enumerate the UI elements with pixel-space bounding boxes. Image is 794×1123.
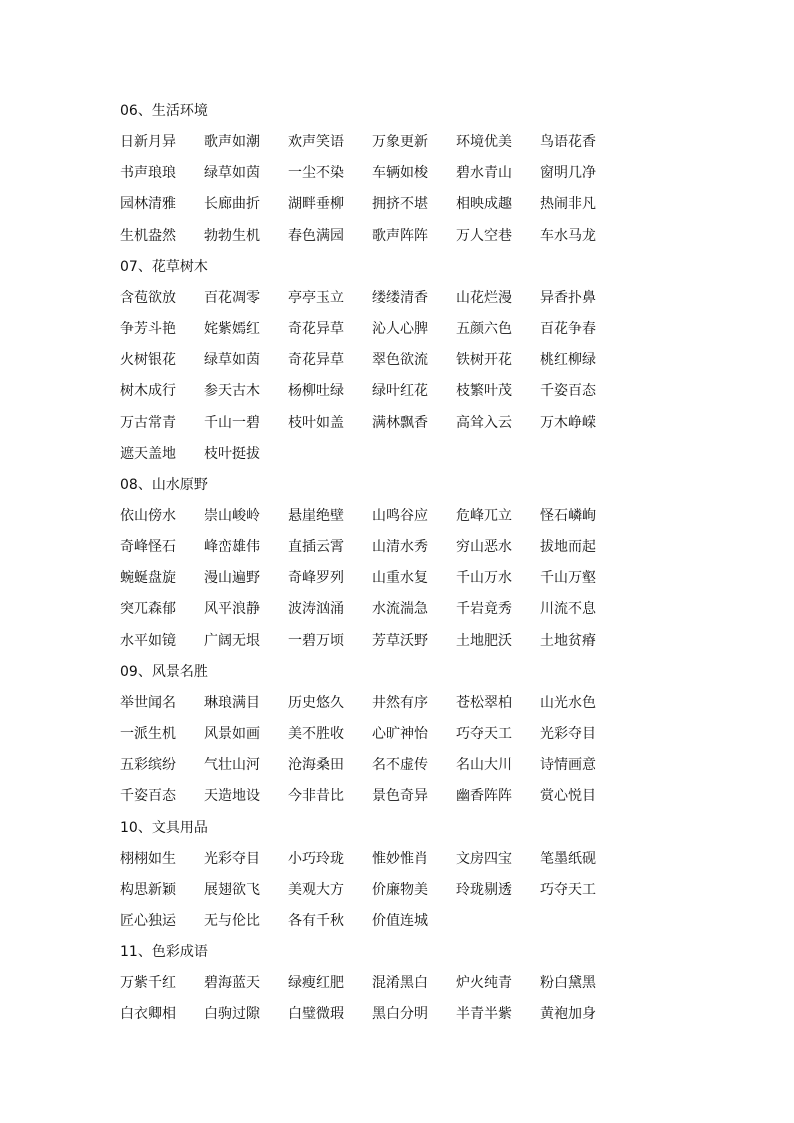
idiom-item: 井然有序 <box>372 694 428 711</box>
idiom-item: 百花凋零 <box>204 289 260 306</box>
idiom-item: 千山万水 <box>456 570 512 587</box>
idiom-item: 光彩夺目 <box>204 850 260 867</box>
idiom-row <box>120 968 680 999</box>
idiom-item: 土地贫瘠 <box>540 632 596 649</box>
idiom-item: 春色满园 <box>288 227 344 244</box>
idiom-item: 奇峰罗列 <box>288 570 344 587</box>
idiom-item: 波涛汹涌 <box>288 601 344 618</box>
idiom-item: 拥挤不堪 <box>372 196 428 213</box>
idiom-item: 巧夺天工 <box>456 726 512 742</box>
idiom-item: 峰峦雄伟 <box>204 539 260 556</box>
idiom-item: 展翅欲飞 <box>204 881 260 898</box>
idiom-item: 奇峰怪石 <box>120 539 176 556</box>
section-heading: 08、山水原野 <box>120 476 208 493</box>
idiom-row <box>120 594 680 625</box>
idiom-row <box>120 906 680 937</box>
idiom-item: 诗情画意 <box>540 757 596 774</box>
idiom-item: 粉白黛黑 <box>540 975 596 992</box>
idiom-row <box>120 376 680 407</box>
idiom-item: 广阔无垠 <box>204 632 260 649</box>
idiom-item: 一派生机 <box>120 726 176 742</box>
idiom-item: 奇花异草 <box>288 320 344 337</box>
idiom-item: 欢声笑语 <box>288 134 344 150</box>
idiom-row <box>120 532 680 563</box>
idiom-item: 栩栩如生 <box>120 850 176 867</box>
idiom-item: 枝叶挺拔 <box>204 445 260 462</box>
idiom-item: 小巧玲珑 <box>288 850 344 867</box>
idiom-item: 漫山遍野 <box>204 570 260 587</box>
idiom-item: 车辆如梭 <box>372 165 428 182</box>
idiom-item: 半青半紫 <box>456 1006 512 1023</box>
idiom-item: 五彩缤纷 <box>120 757 176 774</box>
idiom-row <box>120 626 680 657</box>
idiom-item: 危峰兀立 <box>456 507 512 524</box>
idiom-row <box>120 719 680 750</box>
idiom-item: 蜿蜒盘旋 <box>120 570 176 587</box>
idiom-item: 绿草如茵 <box>204 352 260 369</box>
idiom-item: 风平浪静 <box>204 601 260 618</box>
idiom-item: 碧海蓝天 <box>204 975 260 992</box>
idiom-item: 黑白分明 <box>372 1006 428 1023</box>
idiom-item: 长廊曲折 <box>204 196 260 213</box>
idiom-item: 依山傍水 <box>120 507 176 524</box>
idiom-item: 百花争春 <box>540 320 596 337</box>
idiom-item: 琳琅满目 <box>204 694 260 711</box>
idiom-item: 遮天盖地 <box>120 445 176 462</box>
idiom-row <box>120 844 680 875</box>
idiom-item: 山光水色 <box>540 694 596 711</box>
idiom-item: 争芳斗艳 <box>120 320 176 337</box>
idiom-row <box>120 688 680 719</box>
idiom-item: 绿草如茵 <box>204 165 260 182</box>
idiom-item: 山鸣谷应 <box>372 507 428 524</box>
idiom-item: 枝繁叶茂 <box>456 383 512 400</box>
idiom-item: 异香扑鼻 <box>540 289 596 306</box>
idiom-item: 千山万壑 <box>540 570 596 587</box>
idiom-row <box>120 781 680 812</box>
idiom-row <box>120 189 680 220</box>
idiom-item: 树木成行 <box>120 383 176 400</box>
idiom-row <box>120 127 680 158</box>
idiom-item: 书声琅琅 <box>120 165 176 182</box>
idiom-item: 惟妙惟肖 <box>372 850 428 867</box>
idiom-item: 参天古木 <box>204 383 260 400</box>
idiom-row <box>120 221 680 252</box>
idiom-item: 车水马龙 <box>540 227 596 244</box>
idiom-item: 桃红柳绿 <box>540 352 596 369</box>
idiom-item: 历史悠久 <box>288 694 344 711</box>
idiom-item: 名山大川 <box>456 757 512 774</box>
idiom-item: 炉火纯青 <box>456 975 512 992</box>
idiom-item: 构思新颖 <box>120 881 176 898</box>
idiom-item: 混淆黑白 <box>372 975 428 992</box>
idiom-row <box>120 314 680 345</box>
idiom-item: 万象更新 <box>372 134 428 150</box>
idiom-item: 火树银花 <box>120 352 176 369</box>
idiom-item: 环境优美 <box>456 134 512 150</box>
idiom-item: 突兀森郁 <box>120 601 176 618</box>
idiom-item: 枝叶如盖 <box>288 414 344 431</box>
idiom-item: 千山一碧 <box>204 414 260 431</box>
document-page <box>120 96 680 1031</box>
idiom-item: 绿叶红花 <box>372 383 428 400</box>
idiom-item: 万古常青 <box>120 414 176 431</box>
idiom-item: 风景如画 <box>204 726 260 742</box>
idiom-item: 举世闻名 <box>120 694 176 711</box>
idiom-item: 天造地设 <box>204 788 260 805</box>
idiom-item: 水流湍急 <box>372 601 428 618</box>
idiom-item: 绿瘦红肥 <box>288 975 344 992</box>
idiom-row <box>120 999 680 1030</box>
idiom-item: 幽香阵阵 <box>456 788 512 805</box>
section-heading: 06、生活环境 <box>120 103 208 119</box>
idiom-item: 鸟语花香 <box>540 134 596 150</box>
section-heading: 10、文具用品 <box>120 819 208 836</box>
idiom-item: 笔墨纸砚 <box>540 850 596 867</box>
idiom-row <box>120 439 680 470</box>
idiom-item: 万紫千红 <box>120 975 176 992</box>
idiom-item: 文房四宝 <box>456 850 512 867</box>
idiom-item: 白衣卿相 <box>120 1006 176 1023</box>
idiom-item: 价廉物美 <box>372 881 428 898</box>
idiom-item: 湖畔垂柳 <box>288 196 344 213</box>
idiom-item: 心旷神怡 <box>372 726 428 742</box>
idiom-item: 相映成趣 <box>456 196 512 213</box>
idiom-item: 歌声阵阵 <box>372 227 428 244</box>
idiom-item: 窗明几净 <box>540 165 596 182</box>
idiom-item: 悬崖绝壁 <box>288 507 344 524</box>
idiom-item: 歌声如潮 <box>204 134 260 150</box>
idiom-row <box>120 750 680 781</box>
idiom-row <box>120 408 680 439</box>
idiom-item: 景色奇异 <box>372 788 428 805</box>
idiom-item: 匠心独运 <box>120 912 176 929</box>
idiom-item: 美观大方 <box>288 881 344 898</box>
idiom-item: 奇花异草 <box>288 352 344 369</box>
idiom-item: 热闹非凡 <box>540 196 596 213</box>
idiom-item: 川流不息 <box>540 601 596 618</box>
section-heading: 09、风景名胜 <box>120 663 208 680</box>
idiom-item: 黄袍加身 <box>540 1006 596 1023</box>
idiom-item: 价值连城 <box>372 912 428 929</box>
idiom-item: 美不胜收 <box>288 726 344 742</box>
idiom-item: 苍松翠柏 <box>456 694 512 711</box>
idiom-item: 气壮山河 <box>204 757 260 774</box>
idiom-item: 白驹过隙 <box>204 1006 260 1023</box>
idiom-row <box>120 283 680 314</box>
idiom-row <box>120 501 680 532</box>
idiom-item: 各有千秋 <box>288 912 344 929</box>
idiom-item: 巧夺天工 <box>540 881 596 898</box>
idiom-item: 万人空巷 <box>456 227 512 244</box>
idiom-item: 无与伦比 <box>204 912 260 929</box>
idiom-item: 崇山峻岭 <box>204 507 260 524</box>
idiom-item: 生机盎然 <box>120 227 176 244</box>
idiom-item: 玲珑剔透 <box>456 881 512 898</box>
idiom-item: 亭亭玉立 <box>288 289 344 306</box>
idiom-item: 土地肥沃 <box>456 632 512 649</box>
idiom-item: 铁树开花 <box>456 352 512 369</box>
idiom-item: 千姿百态 <box>540 383 596 400</box>
idiom-item: 高耸入云 <box>456 414 512 431</box>
idiom-item: 姹紫嫣红 <box>204 320 260 337</box>
idiom-item: 杨柳吐绿 <box>288 383 344 400</box>
section-heading: 11、色彩成语 <box>120 944 208 961</box>
idiom-item: 穷山恶水 <box>456 539 512 556</box>
idiom-item: 光彩夺目 <box>540 726 596 742</box>
idiom-item: 园林清雅 <box>120 196 176 213</box>
idiom-item: 缕缕清香 <box>372 289 428 306</box>
idiom-item: 日新月异 <box>120 134 176 150</box>
idiom-row <box>120 158 680 189</box>
idiom-item: 名不虚传 <box>372 757 428 774</box>
idiom-item: 万木峥嵘 <box>540 414 596 431</box>
idiom-item: 直插云霄 <box>288 539 344 556</box>
idiom-item: 拔地而起 <box>540 539 596 556</box>
idiom-item: 满林飘香 <box>372 414 428 431</box>
idiom-item: 山花烂漫 <box>456 289 512 306</box>
idiom-item: 千岩竟秀 <box>456 601 512 618</box>
section-heading: 07、花草树木 <box>120 258 208 275</box>
idiom-item: 白璧微瑕 <box>288 1006 344 1023</box>
idiom-item: 山重水复 <box>372 570 428 587</box>
idiom-item: 一尘不染 <box>288 165 344 182</box>
idiom-item: 芳草沃野 <box>372 632 428 649</box>
idiom-item: 沁人心脾 <box>372 320 428 337</box>
idiom-item: 勃勃生机 <box>204 227 260 244</box>
idiom-item: 今非昔比 <box>288 788 344 805</box>
idiom-row <box>120 345 680 376</box>
idiom-item: 沧海桑田 <box>288 757 344 774</box>
idiom-item: 怪石嶙峋 <box>540 507 596 524</box>
idiom-item: 碧水青山 <box>456 165 512 182</box>
idiom-item: 水平如镜 <box>120 632 176 649</box>
idiom-item: 山清水秀 <box>372 539 428 556</box>
idiom-row <box>120 875 680 906</box>
idiom-item: 含苞欲放 <box>120 289 176 306</box>
idiom-item: 五颜六色 <box>456 320 512 337</box>
idiom-item: 翠色欲流 <box>372 352 428 369</box>
idiom-item: 千姿百态 <box>120 788 176 805</box>
idiom-item: 赏心悦目 <box>540 788 596 805</box>
idiom-item: 一碧万顷 <box>288 632 344 649</box>
idiom-row <box>120 563 680 594</box>
